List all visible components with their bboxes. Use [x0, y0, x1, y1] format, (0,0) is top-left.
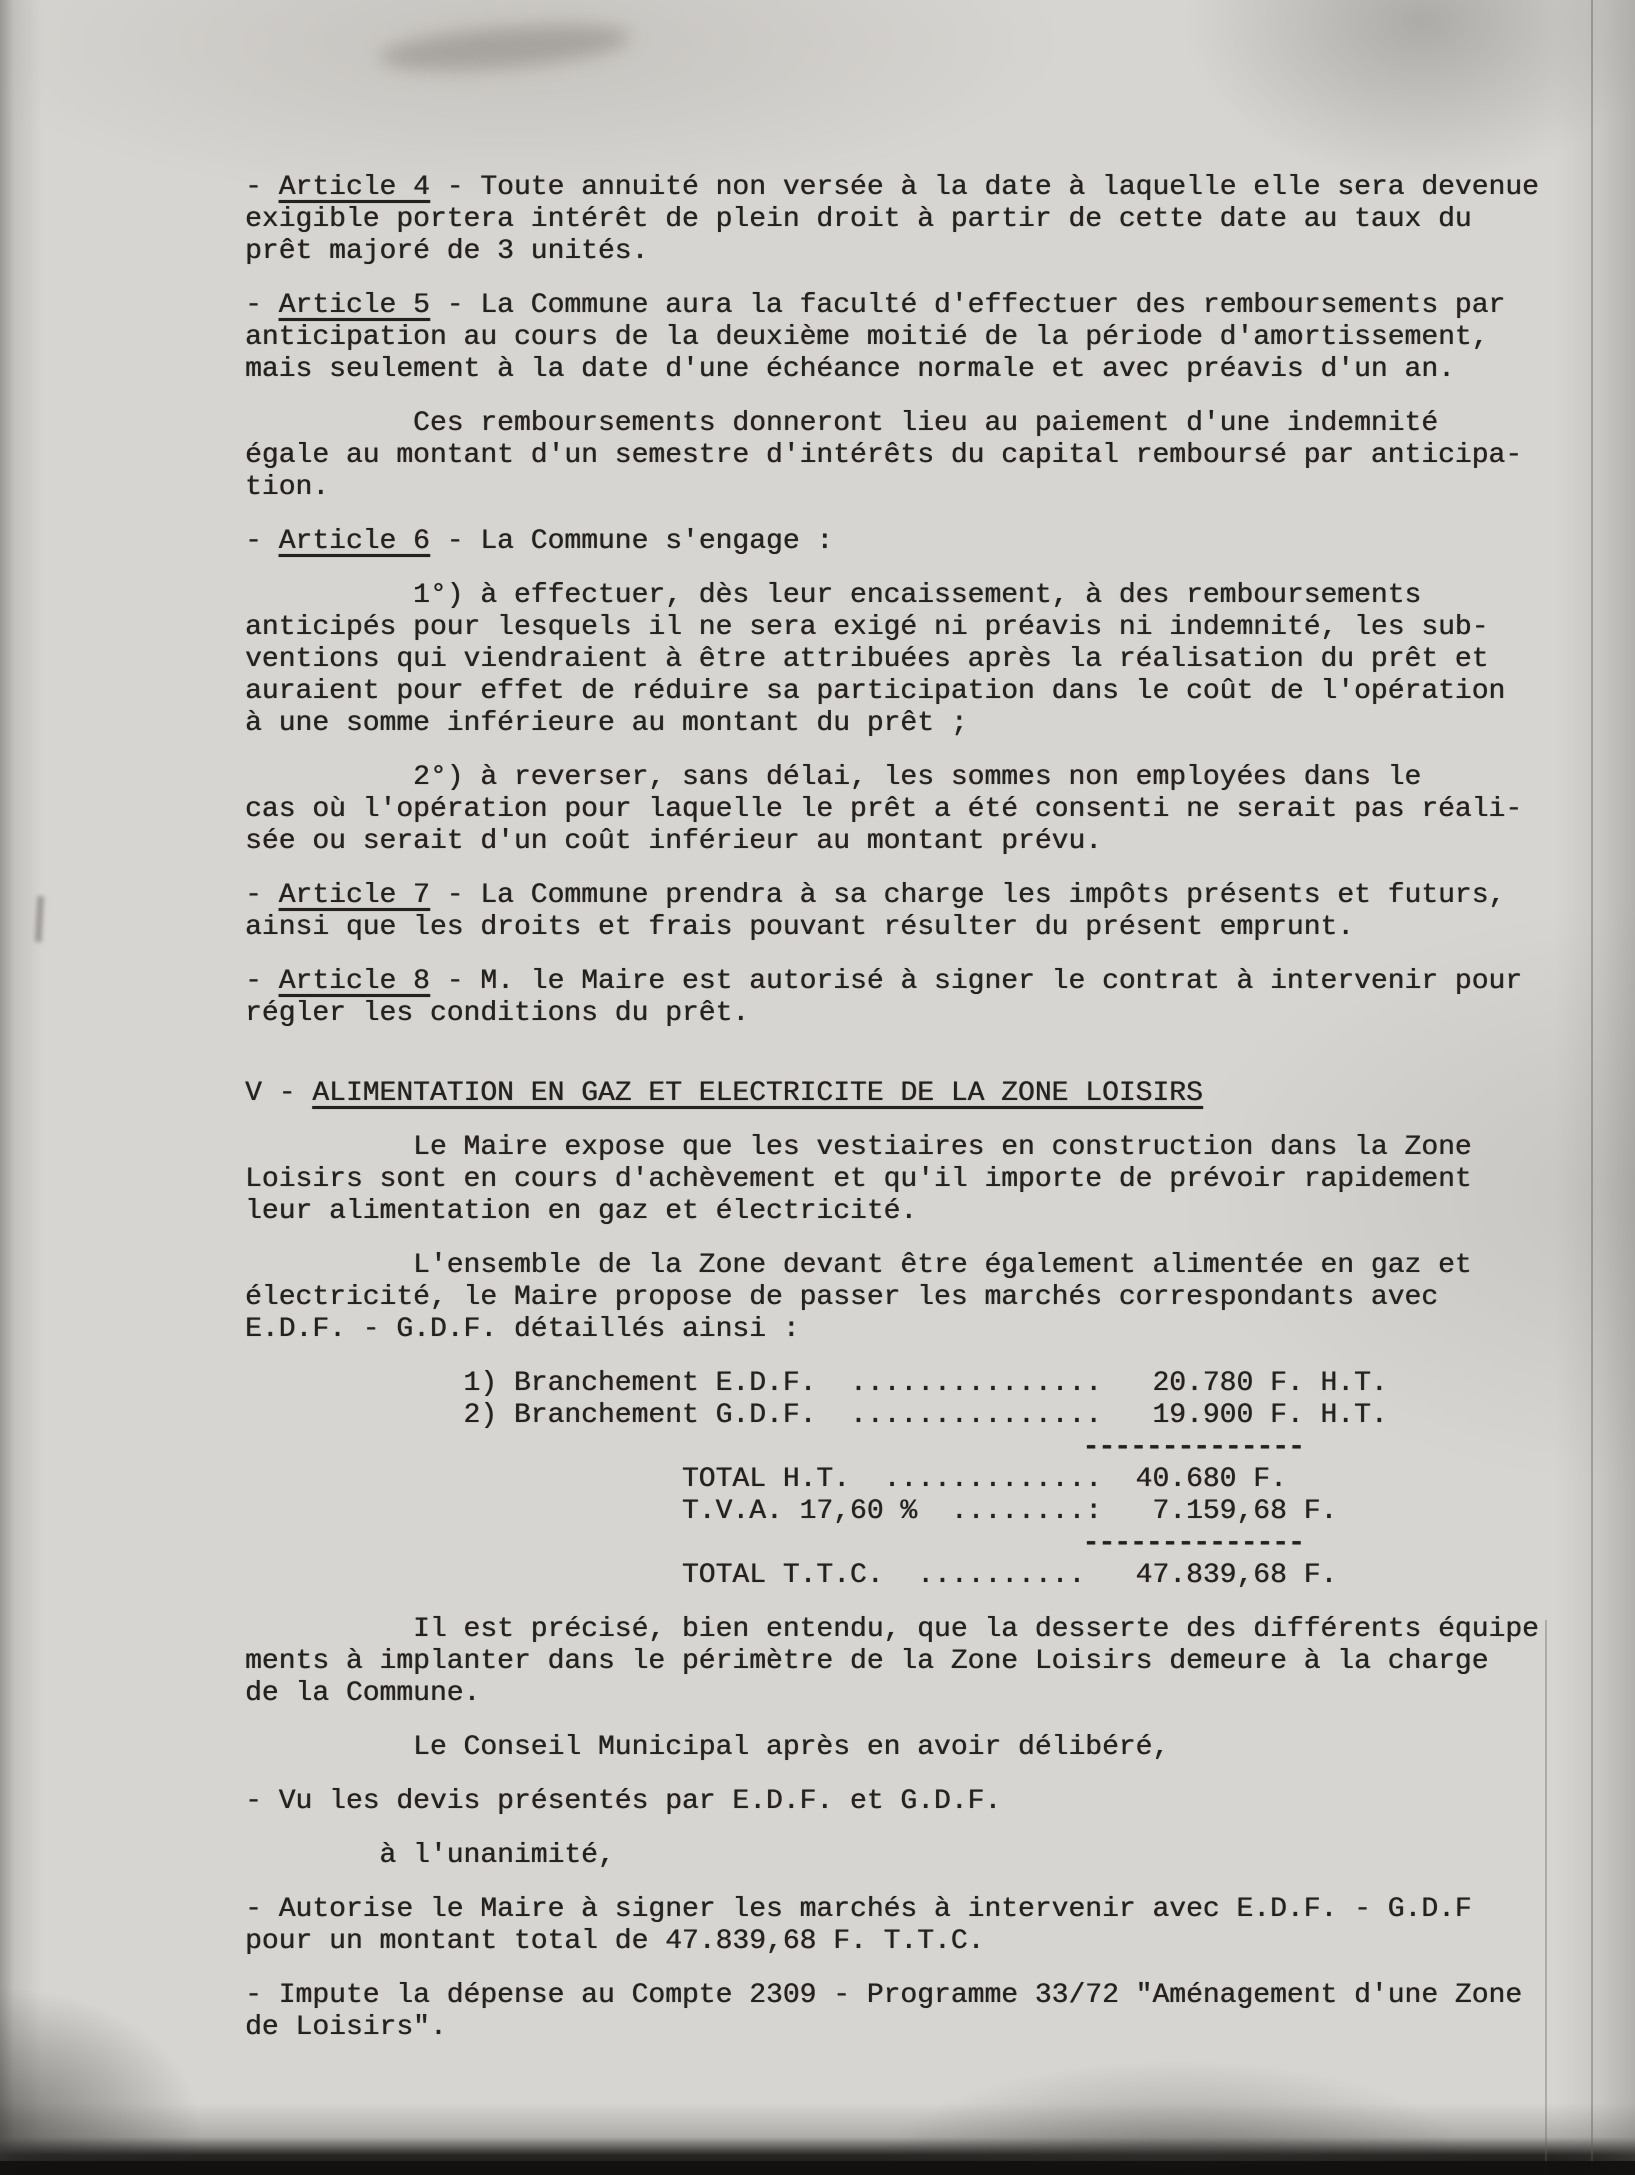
cost-table [245, 1368, 1590, 1592]
conseil-municipal-line-line: Le Conseil Municipal après en avoir délibéré, [245, 1732, 1170, 1763]
article-8-line: - Article 8 - M. le Maire est autorisé à signer le contrat à intervenir pour [245, 966, 1523, 997]
vu-devis-line [245, 1786, 1590, 1818]
article-5-continuation-line: Ces remboursements donneront lieu au paiement d'une indemnité [245, 408, 1438, 439]
cost-table-line: 1) Branchement E.D.F. ............... 20.780 F. H.T. [245, 1368, 1388, 1399]
section-v-heading [245, 1078, 1590, 1110]
maire-expose-paragraph-line: leur alimentation en gaz et électricité. [245, 1196, 918, 1227]
article-5-continuation [245, 408, 1590, 504]
article-7-line: ainsi que les droits et frais pouvant résulter du présent emprunt. [245, 912, 1354, 943]
document-text [245, 172, 1590, 2066]
article-6-item-2-line: cas où l'opération pour laquelle le prêt a été consenti ne serait pas réali- [245, 794, 1523, 825]
scan-artifact-right-paper-edge [1591, 0, 1593, 2175]
article-6-item-1-line: auraient pour effet de réduire sa participation dans le coût de l'opération [245, 676, 1506, 707]
article-5-line: anticipation au cours de la deuxième moitié de la période d'amortissement, [245, 322, 1489, 353]
maire-expose-paragraph [245, 1132, 1590, 1228]
article-7-line: - Article 7 - La Commune prendra à sa charge les impôts présents et futurs, [245, 880, 1506, 911]
precision-paragraph [245, 1614, 1590, 1710]
article-4-line: exigible portera intérêt de plein droit à partir de cette date au taux du [245, 204, 1472, 235]
article-5-continuation-line: tion. [245, 472, 330, 503]
autorise-paragraph-line: - Autorise le Maire à signer les marchés à intervenir avec E.D.F. - G.D.F [245, 1894, 1472, 1925]
article-5 [245, 290, 1590, 386]
cost-table-line: T.V.A. 17,60 % ........: 7.159,68 F. [245, 1496, 1338, 1527]
article-5-continuation-line: égale au montant d'un semestre d'intérêts du capital remboursé par anticipa- [245, 440, 1523, 471]
article-6-item-2 [245, 762, 1590, 858]
conseil-municipal-line [245, 1732, 1590, 1764]
ensemble-zone-paragraph-line: électricité, le Maire propose de passer les marchés correspondants avec [245, 1282, 1438, 1313]
article-8 [245, 966, 1590, 1030]
impute-paragraph [245, 1980, 1590, 2044]
article-4 [245, 172, 1590, 268]
precision-paragraph-line: de la Commune. [245, 1678, 481, 1709]
ensemble-zone-paragraph-line: E.D.F. - G.D.F. détaillés ainsi : [245, 1314, 800, 1345]
unanimite-line-line: à l'unanimité, [245, 1840, 615, 1871]
article-7 [245, 880, 1590, 944]
unanimite-line [245, 1840, 1590, 1872]
article-6-item-1-line: anticipés pour lesquels il ne sera exigé ni préavis ni indemnité, les sub- [245, 612, 1489, 643]
article-6-item-2-line: 2°) à reverser, sans délai, les sommes non employées dans le [245, 762, 1422, 793]
autorise-paragraph [245, 1894, 1590, 1958]
cost-table-line: TOTAL T.T.C. .......... 47.839,68 F. [245, 1560, 1338, 1591]
article-5-line: - Article 5 - La Commune aura la faculté d'effectuer des remboursements par [245, 290, 1506, 321]
maire-expose-paragraph-line: Loisirs sont en cours d'achèvement et qu'il importe de prévoir rapidement [245, 1164, 1472, 1195]
cost-table-line: TOTAL H.T. ............. 40.680 F. [245, 1464, 1287, 1495]
vu-devis-line-line: - Vu les devis présentés par E.D.F. et G.D.F. [245, 1786, 1002, 1817]
scan-artifact-bottom-band [0, 2161, 1635, 2175]
impute-paragraph-line: - Impute la dépense au Compte 2309 - Programme 33/72 "Aménagement d'une Zone [245, 1980, 1523, 2011]
article-6-item-2-line: sée ou serait d'un coût inférieur au montant prévu. [245, 826, 1102, 857]
article-8-line: régler les conditions du prêt. [245, 998, 750, 1029]
article-6-item-1-line: ventions qui viendraient à être attribuées après la réalisation du prêt et [245, 644, 1489, 675]
article-6-item-1 [245, 580, 1590, 740]
article-6-item-1-line: à une somme inférieure au montant du prêt ; [245, 708, 968, 739]
precision-paragraph-line: ments à implanter dans le périmètre de la Zone Loisirs demeure à la charge [245, 1646, 1489, 1677]
cost-table-line: -------------- [245, 1432, 1304, 1463]
precision-paragraph-line: Il est précisé, bien entendu, que la desserte des différents équipe [245, 1614, 1539, 1645]
impute-paragraph-line: de Loisirs". [245, 2012, 447, 2043]
ensemble-zone-paragraph [245, 1250, 1590, 1346]
scan-artifact-top-smudge [379, 19, 631, 76]
article-6 [245, 526, 1590, 558]
article-6-line: - Article 6 - La Commune s'engage : [245, 526, 834, 557]
cost-table-line: 2) Branchement G.D.F. ............... 19.900 F. H.T. [245, 1400, 1388, 1431]
article-4-line: - Article 4 - Toute annuité non versée à la date à laquelle elle sera devenue [245, 172, 1539, 203]
ensemble-zone-paragraph-line: L'ensemble de la Zone devant être également alimentée en gaz et [245, 1250, 1472, 1281]
maire-expose-paragraph-line: Le Maire expose que les vestiaires en construction dans la Zone [245, 1132, 1472, 1163]
autorise-paragraph-line: pour un montant total de 47.839,68 F. T.T.C. [245, 1926, 985, 1957]
cost-table-line: -------------- [245, 1528, 1304, 1559]
article-5-line: mais seulement à la date d'une échéance normale et avec préavis d'un an. [245, 354, 1455, 385]
article-6-item-1-line: 1°) à effectuer, dès leur encaissement, à des remboursements [245, 580, 1422, 611]
section-v-heading-line: V - ALIMENTATION EN GAZ ET ELECTRICITE DE LA ZONE LOISIRS [245, 1078, 1203, 1109]
scan-artifact-margin-mark [35, 896, 44, 942]
article-4-line: prêt majoré de 3 unités. [245, 236, 649, 267]
